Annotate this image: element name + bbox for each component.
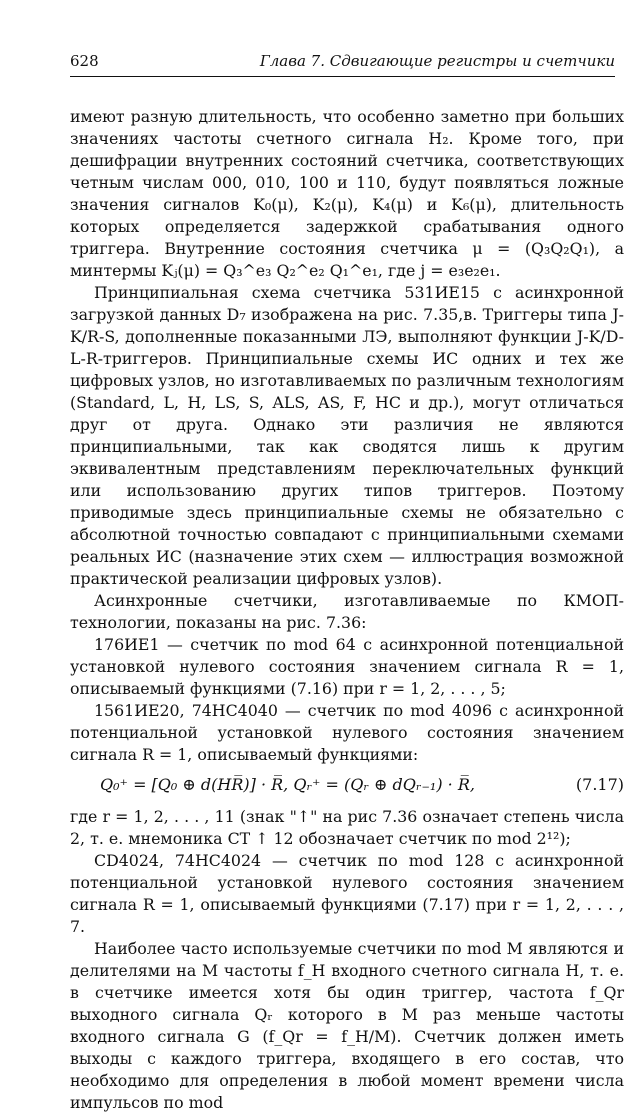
paragraph-schematic: Принципиальная схема счетчика 531ИЕ15 с асинхронной загрузкой данных D₇ изображена на рис. 7.35,в. Триггеры типа J-K/R-S, дополненные показанными ЛЭ, выполняют функции J-K/D-L-R-триггеров. Принципиальные схемы ИС одних и тех же цифровых узлов, но изготавливаемых по различным технологиям (Standard, L, H, LS, S, ALS, AS, F, HC и др.), могут отличаться друг от друга. Однако эти различия не являются принципиальными, так как сводятся лишь к другим эквивалентным представлениям переключательных функций или использованию других типов триггеров. Поэтому приводимые здесь принципиальные схемы не обязательно с абсолютной точностью совпадают с принципиальными схемами реальных ИС (назначение этих схем — иллюстрация возможной практической реализации цифровых узлов). <box>70 283 624 588</box>
page-number: 628 <box>70 52 99 70</box>
paragraph-cmos-intro: Асинхронные счетчики, изготавливаемые по КМОП-технологии, показаны на рис. 7.36: <box>70 591 624 632</box>
paragraph-continuation: имеют разную длительность, что особенно заметно при больших значениях частоты счетного сигнала H₂. Кроме того, при дешифрации внутренних состояний счетчика, соответствующих четным числам 000, 010, 100 и 110, будут появляться ложные значения сигналов K₀(μ), K₂(μ), K₄(μ) и K₆(μ), длительность которых определяется задержкой срабатывания одного триггера. Внутренние состояния счетчика μ = (Q₃Q₂Q₁), а минтермы Kⱼ(μ) = Q₃^e₃ Q₂^e₂ Q₁^e₁, где j = e₃e₂e₁. <box>70 107 624 280</box>
paragraph-dividers: Наиболее часто используемые счетчики по mod M являются и делителями на M частоты f_H входного счетного сигнала H, т. е. в счетчике имеется хотя бы один триггер, частота f_Qr выходного сигнала Qᵣ которого в M раз меньше частоты входного сигнала G (f_Qr = f_H/M). Счетчик должен иметь выходы с каждого триггера, входящего в его состав, что необходимо для определения в любой момент времени числа импульсов по mod <box>70 939 624 1112</box>
running-title: Глава 7. Сдвигающие регистры и счетчики <box>259 52 615 70</box>
paragraph-176ie1: 176ИЕ1 — счетчик по mod 64 с асинхронной потенциальной установкой нулевого состояния значением сигнала R = 1, описываемый функциями (7.16) при r = 1, 2, . . . , 5; <box>70 635 624 698</box>
equation-number: (7.17) <box>575 775 624 794</box>
equation-7-17 <box>70 774 624 796</box>
equation-body: Q₀⁺ = [Q₀ ⊕ d(HR̅)] · R̅, Qᵣ⁺ = (Qᵣ ⊕ dQᵣ₋₁) · R̅, <box>100 775 475 794</box>
page-body <box>70 106 624 1114</box>
paragraph-1561ie20: 1561ИЕ20, 74HC4040 — счетчик по mod 4096 с асинхронной потенциальной установкой нулевого состояния значением сигнала R = 1, описываемый функциями: <box>70 701 624 764</box>
page-header <box>70 50 615 77</box>
paragraph-cd4024: CD4024, 74HC4024 — счетчик по mod 128 с асинхронной потенциальной установкой нулевого состояния значением сигнала R = 1, описываемый функциями (7.17) при r = 1, 2, . . . , 7. <box>70 851 624 936</box>
paragraph-where: где r = 1, 2, . . . , 11 (знак "↑" на рис 7.36 означает степень числа 2, т. е. мнемоника CT ↑ 12 обозначает счетчик по mod 2¹²); <box>70 807 624 848</box>
